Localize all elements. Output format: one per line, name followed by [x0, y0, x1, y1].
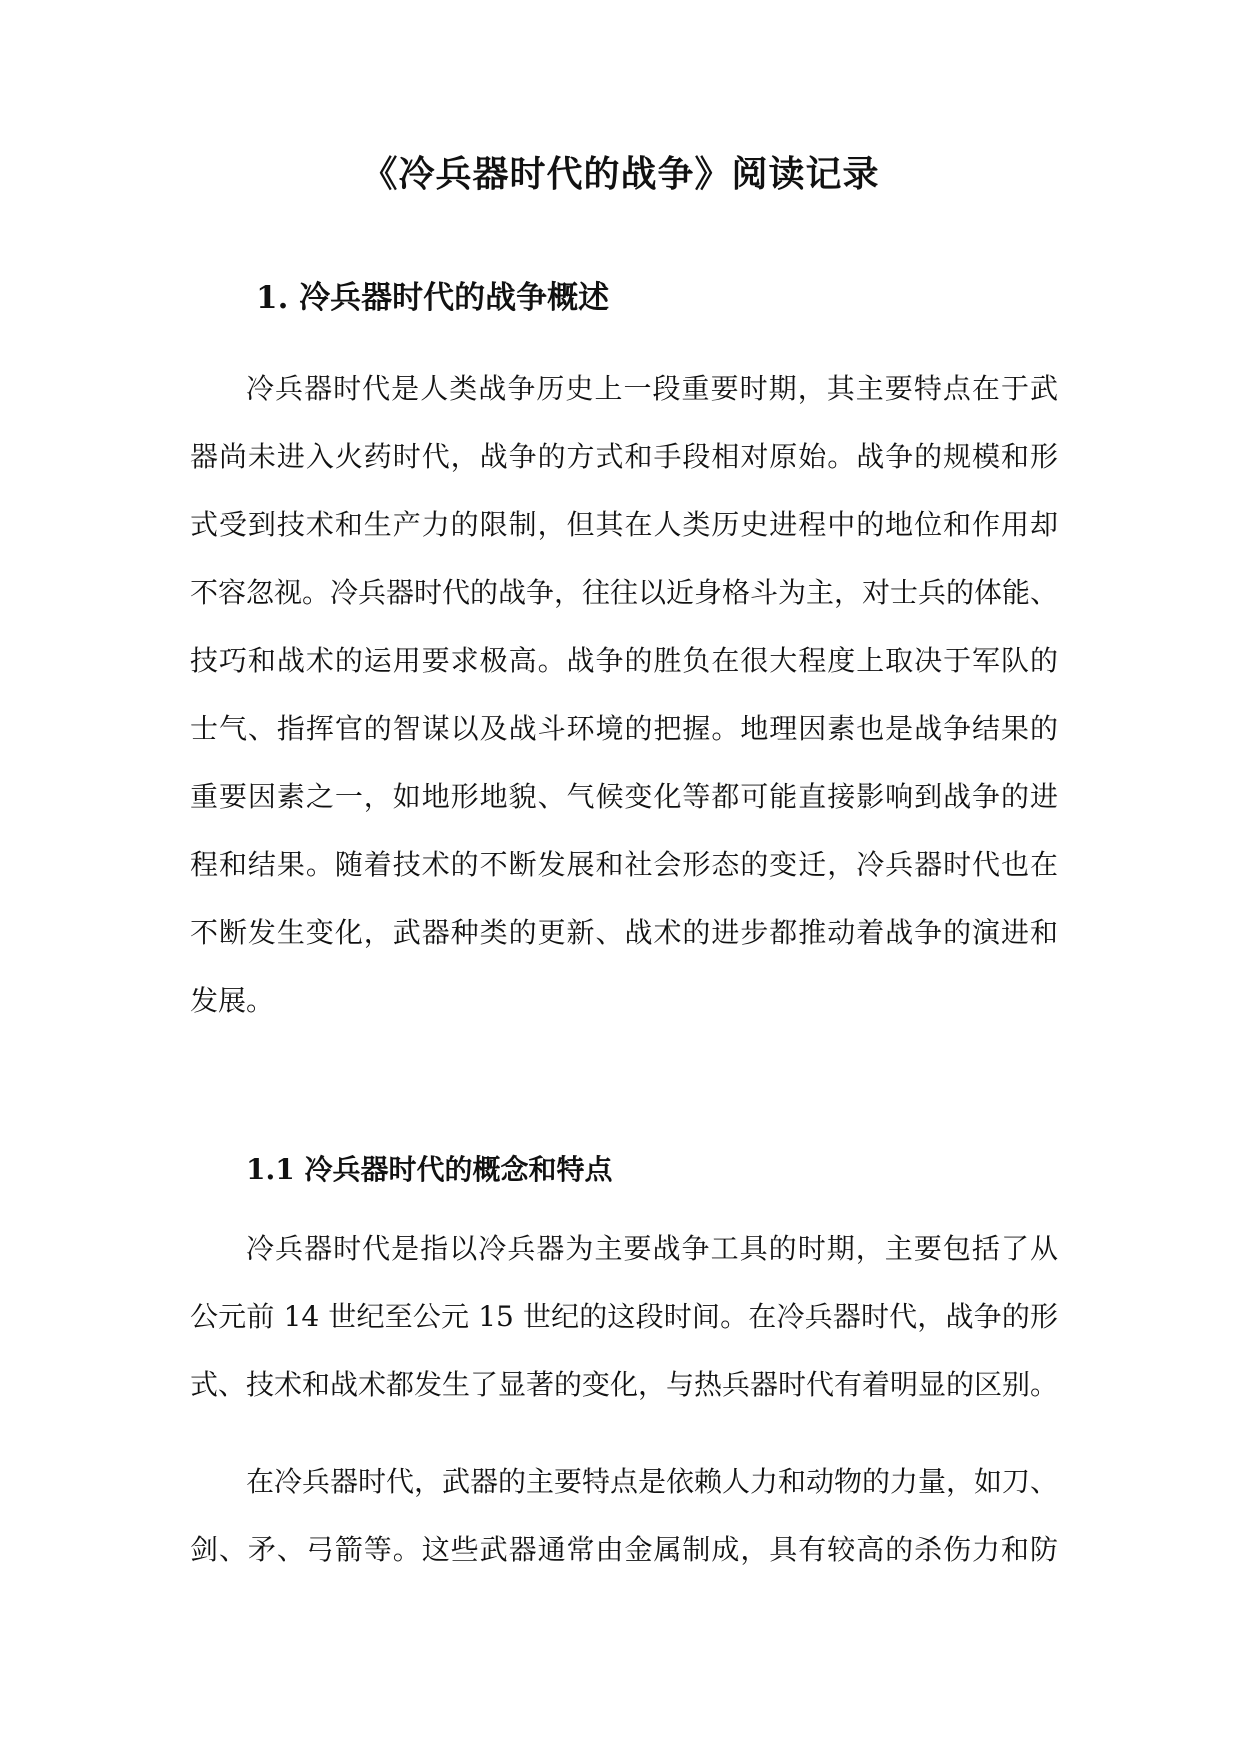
section-heading-1-1: 1.1 冷兵器时代的概念和特点	[246, 1153, 613, 1186]
paragraph-line: 在冷兵器时代，武器的主要特点是依赖人力和动物的力量，如刀、	[246, 1465, 1059, 1498]
paragraph-line: 发展。	[190, 984, 275, 1017]
section-heading-1: 1. 冷兵器时代的战争概述	[256, 280, 610, 316]
paragraph-line: 重要因素之一，如地形地貌、气候变化等都可能直接影响到战争的进	[190, 780, 1058, 813]
paragraph-line: 冷兵器时代是人类战争历史上一段重要时期，其主要特点在于武	[246, 372, 1058, 405]
document-title: 《冷兵器时代的战争》阅读记录	[361, 153, 880, 195]
paragraph-line: 士气、指挥官的智谋以及战斗环境的把握。地理因素也是战争结果的	[190, 712, 1058, 745]
paragraph-line: 不断发生变化，武器种类的更新、战术的进步都推动着战争的演进和	[190, 916, 1058, 949]
paragraph-line: 器尚未进入火药时代，战争的方式和手段相对原始。战争的规模和形	[190, 440, 1058, 473]
paragraph-line: 公元前 14 世纪至公元 15 世纪的这段时间。在冷兵器时代，战争的形	[190, 1300, 1058, 1333]
paragraph-line: 不容忽视。冷兵器时代的战争，往往以近身格斗为主，对士兵的体能、	[190, 576, 1059, 609]
section-1-1-paragraph-1	[190, 1215, 1058, 1419]
paragraph-line: 程和结果。随着技术的不断发展和社会形态的变迁，冷兵器时代也在	[190, 848, 1058, 881]
section-1-1-paragraph-2	[190, 1448, 1058, 1584]
section-1-paragraph	[190, 355, 1058, 1035]
paragraph-line: 冷兵器时代是指以冷兵器为主要战争工具的时期，主要包括了从	[246, 1232, 1058, 1265]
paragraph-line: 技巧和战术的运用要求极高。战争的胜负在很大程度上取决于军队的	[190, 644, 1058, 677]
paragraph-line: 式、技术和战术都发生了显著的变化，与热兵器时代有着明显的区别。	[190, 1368, 1059, 1401]
paragraph-line: 式受到技术和生产力的限制，但其在人类历史进程中的地位和作用却	[190, 508, 1058, 541]
paragraph-line: 剑、矛、弓箭等。这些武器通常由金属制成，具有较高的杀伤力和防	[190, 1533, 1058, 1566]
